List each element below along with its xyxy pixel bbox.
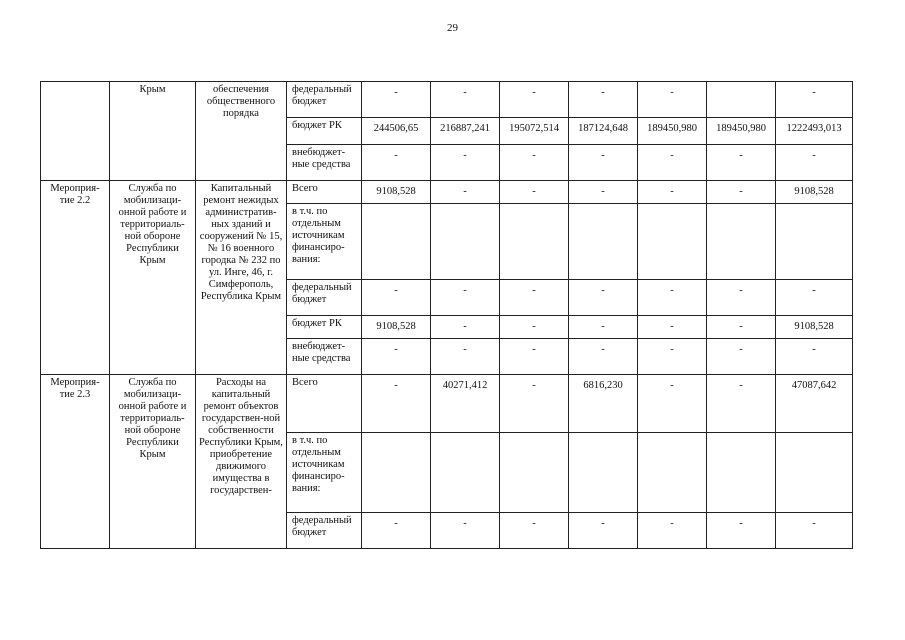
- funding-source-cell: федеральный бюджет: [287, 513, 362, 549]
- table-row: [41, 375, 853, 433]
- value-cell: -: [638, 513, 707, 549]
- value-cell: -: [707, 316, 776, 339]
- measure-cell: Мероприя-тие 2.2: [41, 181, 110, 375]
- funding-source-cell: Всего: [287, 181, 362, 204]
- value-cell: -: [776, 339, 853, 375]
- funding-source-cell: федеральный бюджет: [287, 82, 362, 118]
- value-cell: 187124,648: [569, 118, 638, 145]
- value-cell: -: [638, 339, 707, 375]
- value-cell: [500, 204, 569, 280]
- value-cell: -: [638, 181, 707, 204]
- value-cell: [776, 204, 853, 280]
- value-cell: -: [707, 513, 776, 549]
- funding-source-cell: внебюджет-ные средства: [287, 145, 362, 181]
- value-cell: [362, 204, 431, 280]
- value-cell: 1222493,013: [776, 118, 853, 145]
- value-cell: -: [362, 82, 431, 118]
- value-cell: -: [569, 145, 638, 181]
- funding-source-cell: в т.ч. по отдельным источникам финансиро-вания:: [287, 204, 362, 280]
- value-cell: [500, 433, 569, 513]
- value-cell: -: [500, 181, 569, 204]
- value-cell: -: [776, 513, 853, 549]
- value-cell: -: [362, 145, 431, 181]
- funding-source-cell: внебюджет-ные средства: [287, 339, 362, 375]
- value-cell: 195072,514: [500, 118, 569, 145]
- value-cell: 9108,528: [362, 316, 431, 339]
- value-cell: -: [569, 280, 638, 316]
- value-cell: -: [569, 82, 638, 118]
- funding-source-cell: бюджет РК: [287, 118, 362, 145]
- value-cell: -: [638, 316, 707, 339]
- value-cell: -: [500, 375, 569, 433]
- value-cell: 6816,230: [569, 375, 638, 433]
- value-cell: -: [431, 280, 500, 316]
- value-cell: -: [431, 82, 500, 118]
- value-cell: -: [569, 513, 638, 549]
- value-cell: -: [707, 280, 776, 316]
- value-cell: -: [431, 145, 500, 181]
- value-cell: 9108,528: [776, 181, 853, 204]
- value-cell: [431, 433, 500, 513]
- value-cell: -: [500, 145, 569, 181]
- value-cell: [431, 204, 500, 280]
- value-cell: -: [362, 513, 431, 549]
- measure-cell: Мероприя-тие 2.3: [41, 375, 110, 549]
- funding-source-cell: бюджет РК: [287, 316, 362, 339]
- value-cell: -: [707, 145, 776, 181]
- value-cell: 40271,412: [431, 375, 500, 433]
- executor-cell: Крым: [110, 82, 196, 181]
- value-cell: -: [638, 375, 707, 433]
- measure-cell: [41, 82, 110, 181]
- value-cell: -: [431, 181, 500, 204]
- value-cell: -: [638, 280, 707, 316]
- value-cell: -: [500, 339, 569, 375]
- value-cell: -: [500, 280, 569, 316]
- table-row: [41, 181, 853, 204]
- value-cell: -: [569, 339, 638, 375]
- value-cell: [362, 433, 431, 513]
- value-cell: [776, 433, 853, 513]
- value-cell: 9108,528: [776, 316, 853, 339]
- value-cell: 216887,241: [431, 118, 500, 145]
- value-cell: 189450,980: [707, 118, 776, 145]
- value-cell: -: [776, 82, 853, 118]
- page-number: 29: [447, 22, 458, 34]
- value-cell: [569, 204, 638, 280]
- value-cell: [638, 433, 707, 513]
- value-cell: -: [362, 280, 431, 316]
- purpose-cell: Капитальный ремонт нежидых административ-ных зданий и сооружений № 15, № 16 военного городка № 232 по ул. Инге, 46, г. Симферополь, Республика Крым: [196, 181, 287, 375]
- value-cell: [638, 204, 707, 280]
- value-cell: [707, 433, 776, 513]
- executor-cell: Служба по мобилизаци-онной работе и территориаль-ной обороне Республики Крым: [110, 375, 196, 549]
- value-cell: -: [569, 181, 638, 204]
- value-cell: -: [707, 339, 776, 375]
- value-cell: 244506,65: [362, 118, 431, 145]
- value-cell: -: [776, 280, 853, 316]
- executor-cell: Служба по мобилизаци-онной работе и территориаль-ной обороне Республики Крым: [110, 181, 196, 375]
- value-cell: -: [638, 82, 707, 118]
- value-cell: -: [431, 339, 500, 375]
- value-cell: [707, 204, 776, 280]
- funding-source-cell: федеральный бюджет: [287, 280, 362, 316]
- value-cell: -: [569, 316, 638, 339]
- value-cell: [569, 433, 638, 513]
- funding-table: [40, 81, 853, 549]
- value-cell: -: [500, 316, 569, 339]
- value-cell: -: [500, 82, 569, 118]
- value-cell: -: [638, 145, 707, 181]
- funding-source-cell: Всего: [287, 375, 362, 433]
- value-cell: -: [776, 145, 853, 181]
- value-cell: -: [362, 375, 431, 433]
- value-cell: 9108,528: [362, 181, 431, 204]
- value-cell: -: [500, 513, 569, 549]
- value-cell: -: [362, 339, 431, 375]
- value-cell: 189450,980: [638, 118, 707, 145]
- table-row: [41, 82, 853, 118]
- value-cell: [707, 82, 776, 118]
- value-cell: -: [707, 375, 776, 433]
- value-cell: -: [431, 316, 500, 339]
- purpose-cell: обеспечения общественного порядка: [196, 82, 287, 181]
- value-cell: -: [431, 513, 500, 549]
- value-cell: 47087,642: [776, 375, 853, 433]
- value-cell: -: [707, 181, 776, 204]
- funding-source-cell: в т.ч. по отдельным источникам финансиро-вания:: [287, 433, 362, 513]
- purpose-cell: Расходы на капитальный ремонт объектов государствен-ной собственности Республики Крым, приобретение движимого имущества в государствен-: [196, 375, 287, 549]
